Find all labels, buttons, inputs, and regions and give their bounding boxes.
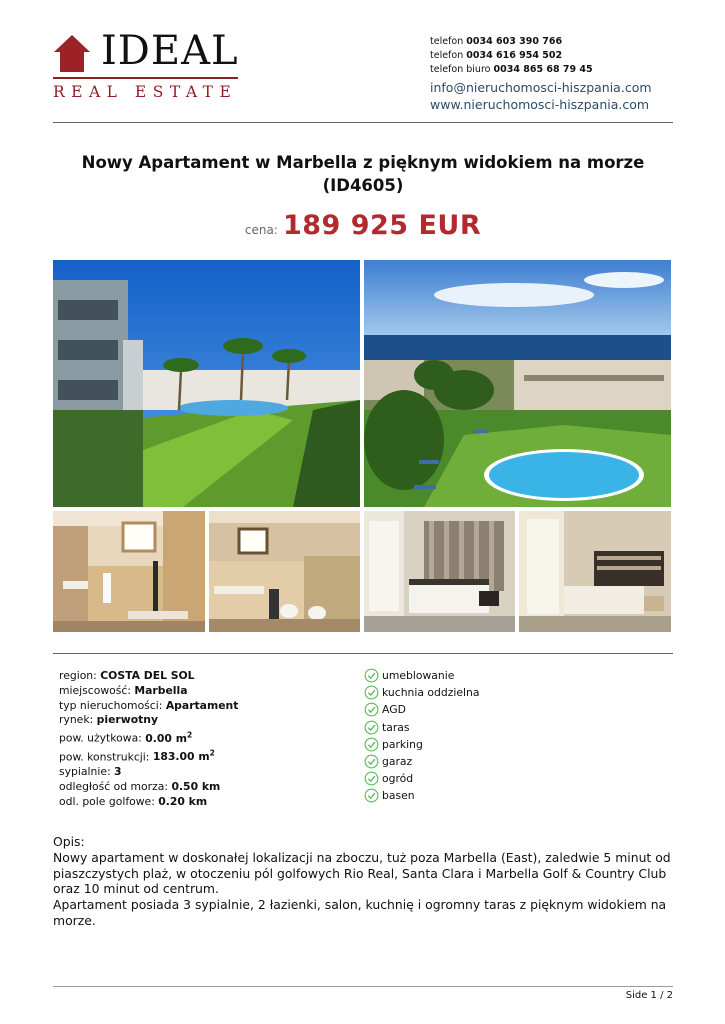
property-details: [59, 669, 349, 809]
feature-label: taras: [382, 720, 410, 734]
feature-item: [364, 736, 564, 753]
price-value: 189 925 EUR: [282, 210, 482, 241]
phone-line: telefon biuro 0034 865 68 79 45: [430, 64, 593, 75]
logo-subtitle: REAL ESTATE: [53, 83, 238, 101]
check-circle-icon: [364, 754, 379, 769]
detail-market: rynek: pierwotny: [59, 713, 159, 727]
description-heading: Opis:: [53, 834, 85, 849]
feature-label: basen: [382, 789, 415, 803]
feature-item: [364, 667, 564, 684]
detail-usable-area: pow. użytkowa: 0.00 $m^2$: [59, 730, 193, 745]
feature-label: umeblowanie: [382, 669, 455, 683]
price-row: [53, 210, 673, 241]
feature-label: garaz: [382, 755, 413, 769]
company-logo: [53, 28, 243, 108]
feature-item: [364, 719, 564, 736]
phone-line: telefon 0034 616 954 502: [430, 50, 563, 61]
detail-property-type: typ nieruchomości: Apartament: [59, 698, 239, 712]
features-list: [364, 667, 564, 805]
house-icon: [53, 33, 91, 73]
description: [53, 834, 673, 929]
detail-bedrooms: sypialnie: 3: [59, 764, 122, 778]
feature-item: [364, 753, 564, 770]
check-circle-icon: [364, 702, 379, 717]
check-circle-icon: [364, 685, 379, 700]
description-paragraph: Apartament posiada 3 sypialnie, 2 łazienki, salon, kuchnię i ogromny taras z pięknym widokiem na morze.: [53, 897, 667, 928]
page-number: Side 1 / 2: [625, 990, 673, 1001]
detail-built-area: pow. konstrukcji: 183.00 $m^2$: [59, 748, 215, 764]
feature-item: [364, 684, 564, 701]
feature-label: AGD: [382, 703, 406, 717]
detail-golf-distance: odl. pole golfowe: 0.20 km: [59, 794, 208, 808]
feature-label: parking: [382, 737, 423, 751]
photo-bedroom-1: [364, 511, 515, 632]
check-circle-icon: [364, 720, 379, 735]
photo-bedroom-2: [519, 511, 671, 632]
email-link[interactable]: info@nieruchomosci-hiszpania.com: [430, 80, 652, 95]
feature-item: [364, 701, 564, 718]
check-circle-icon: [364, 788, 379, 803]
website-link[interactable]: www.nieruchomosci-hiszpania.com: [430, 97, 650, 112]
feature-item: [364, 787, 564, 804]
description-paragraph: Nowy apartament w doskonałej lokalizacji na zboczu, tuż poza Marbella (East), zaledwie 5 minut od piaszczystych plaż, w otoczeniu pól golfowych Rio Real, Santa Clara i Marbella Golf & Country Club oraz 10 minut od centrum.: [53, 849, 671, 897]
detail-sea-distance: odległość od morza: 0.50 km: [59, 779, 221, 793]
footer-divider: [53, 986, 673, 987]
detail-city: miejscowość: Marbella: [59, 683, 188, 697]
listing-title: Nowy Apartament w Marbella z pięknym widokiem na morze (ID4605): [81, 153, 645, 195]
check-circle-icon: [364, 668, 379, 683]
logo-divider: [53, 77, 238, 79]
photo-garden-pool: [53, 260, 360, 507]
feature-item: [364, 770, 564, 787]
photo-bathroom-1: [53, 511, 205, 632]
check-circle-icon: [364, 737, 379, 752]
feature-label: kuchnia oddzielna: [382, 686, 480, 700]
header-divider: [53, 122, 673, 123]
photo-bathroom-2: [209, 511, 360, 632]
details-divider: [53, 653, 673, 654]
photo-sea-view: [364, 260, 671, 507]
phone-line: telefon 0034 603 390 766: [430, 36, 563, 47]
detail-region: region: COSTA DEL SOL: [59, 669, 195, 682]
price-label: cena:: [244, 223, 278, 237]
check-circle-icon: [364, 771, 379, 786]
feature-label: ogród: [382, 772, 414, 786]
contact-block: [430, 35, 690, 113]
logo-wordmark: IDEAL: [101, 28, 239, 74]
